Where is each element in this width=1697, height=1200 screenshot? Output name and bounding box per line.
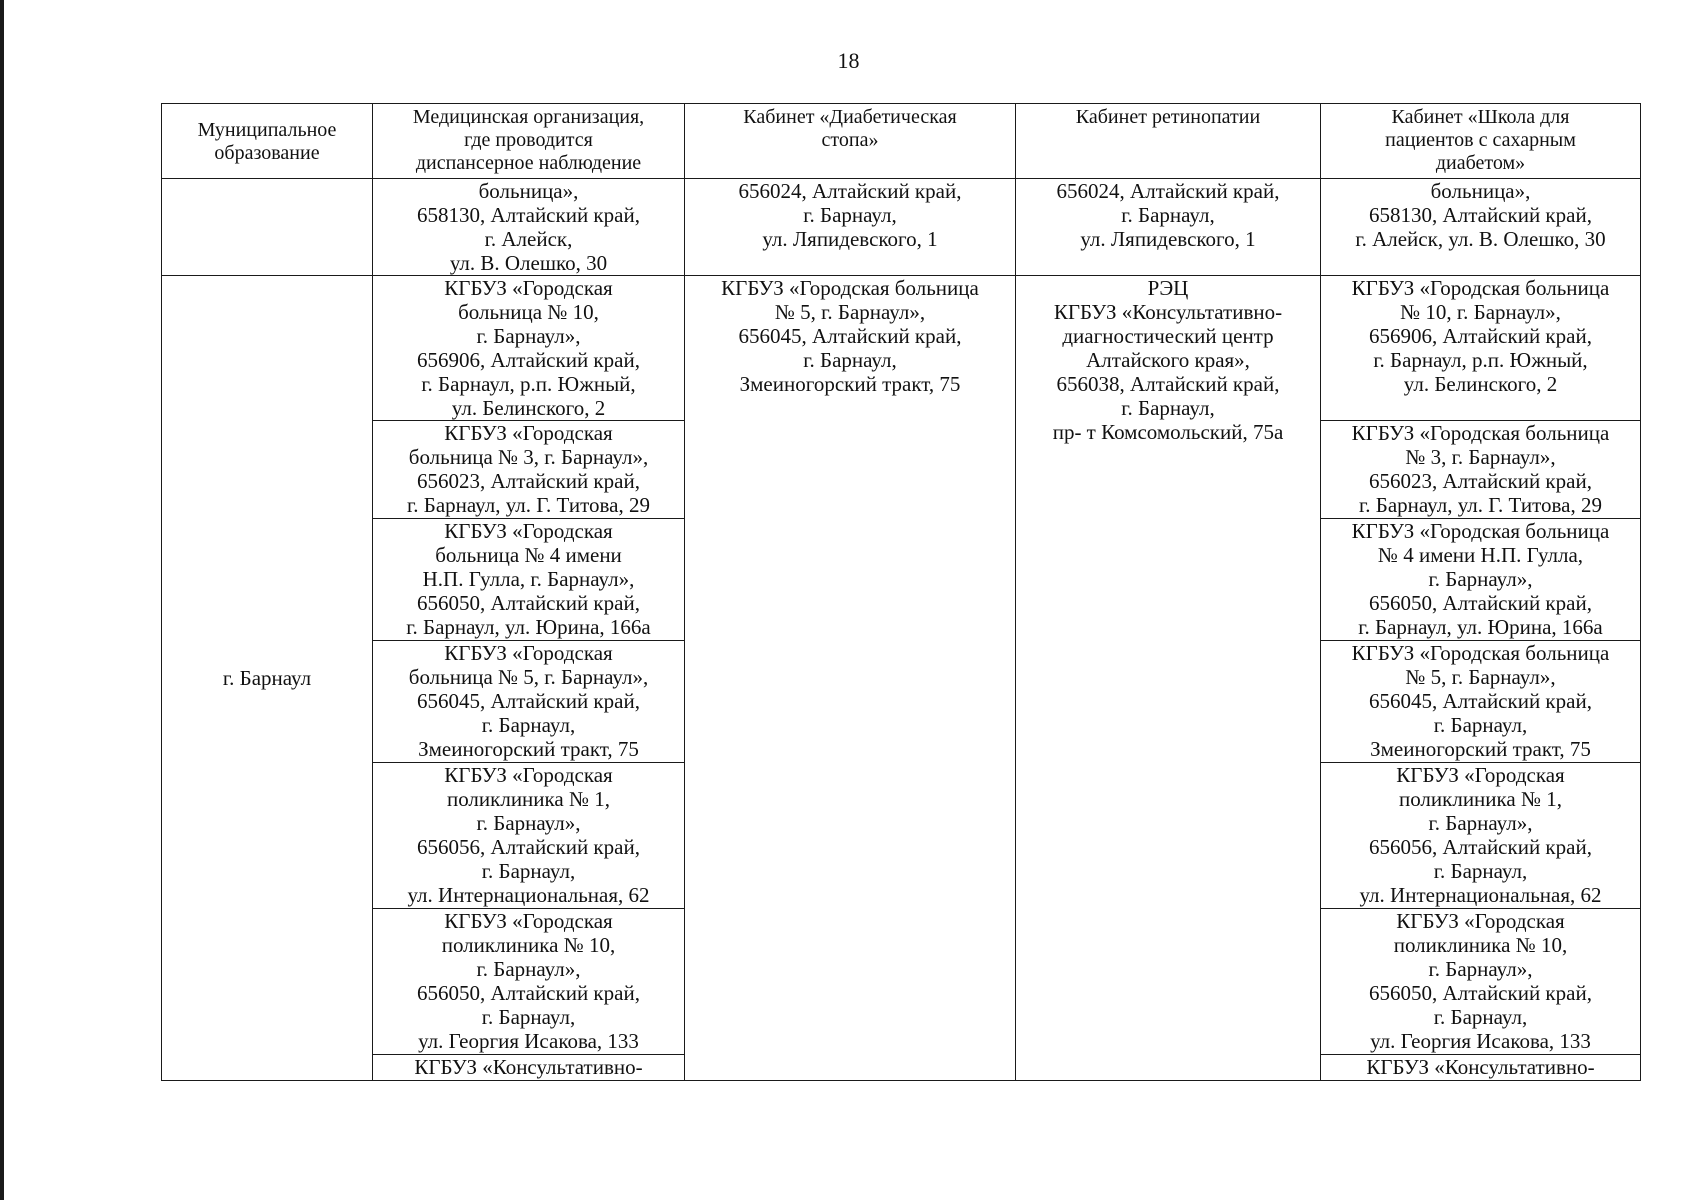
cell-diabetes-school: КГБУЗ «Городская больница № 5, г. Барнаул», 656045, Алтайский край, г. Барнаул, Змеиногорский тракт, 75: [1321, 641, 1641, 763]
cell-organization: КГБУЗ «Городская поликлиника № 1, г. Барнаул», 656056, Алтайский край, г. Барнаул, ул. Интернациональная, 62: [373, 763, 685, 909]
header-diabetes-school: Кабинет «Школа для пациентов с сахарным диабетом»: [1321, 104, 1641, 179]
cell-organization: КГБУЗ «Городская больница № 10, г. Барнаул», 656906, Алтайский край, г. Барнаул, р.п. Южный, ул. Белинского, 2: [373, 276, 685, 421]
cell-organization: КГБУЗ «Городская больница № 5, г. Барнаул», 656045, Алтайский край, г. Барнаул, Змеиногорский тракт, 75: [373, 641, 685, 763]
cell-diabetes-school: больница», 658130, Алтайский край, г. Алейск, ул. В. Олешко, 30: [1321, 179, 1641, 276]
cell-retinopathy: 656024, Алтайский край, г. Барнаул, ул. Ляпидевского, 1: [1016, 179, 1321, 276]
cell-diabetes-school: КГБУЗ «Городская больница № 10, г. Барнаул», 656906, Алтайский край, г. Барнаул, р.п. Южный, ул. Белинского, 2: [1321, 276, 1641, 421]
cell-diabetes-school: КГБУЗ «Консультативно-: [1321, 1055, 1641, 1081]
cell-organization: КГБУЗ «Городская поликлиника № 10, г. Барнаул», 656050, Алтайский край, г. Барнаул, ул. Георгия Исакова, 133: [373, 909, 685, 1055]
table-row: [162, 276, 1641, 421]
cell-municipality: [162, 179, 373, 276]
cell-organization: КГБУЗ «Консультативно-: [373, 1055, 685, 1081]
cell-diabetes-school: КГБУЗ «Городская больница № 4 имени Н.П. Гулла, г. Барнаул», 656050, Алтайский край, г. Барнаул, ул. Юрина, 166а: [1321, 519, 1641, 641]
cell-diabetes-school: КГБУЗ «Городская больница № 3, г. Барнаул», 656023, Алтайский край, г. Барнаул, ул. Г. Титова, 29: [1321, 421, 1641, 519]
cell-diabetes-school: КГБУЗ «Городская поликлиника № 10, г. Барнаул», 656050, Алтайский край, г. Барнаул, ул. Георгия Исакова, 133: [1321, 909, 1641, 1055]
cell-retinopathy-barnaul: РЭЦ КГБУЗ «Консультативно- диагностический центр Алтайского края», 656038, Алтайский край, г. Барнаул, пр- т Комсомольский, 75а: [1016, 276, 1321, 1081]
header-municipality: Муниципальное образование: [162, 104, 373, 179]
cell-municipality-barnaul: г. Барнаул: [162, 276, 373, 1081]
header-diabetic-foot: Кабинет «Диабетическая стопа»: [685, 104, 1016, 179]
table-row-continuation: [162, 179, 1641, 276]
header-row: [162, 104, 1641, 179]
cell-diabetic-foot-barnaul: КГБУЗ «Городская больница № 5, г. Барнаул», 656045, Алтайский край, г. Барнаул, Змеиногорский тракт, 75: [685, 276, 1016, 1081]
cell-organization: КГБУЗ «Городская больница № 3, г. Барнаул», 656023, Алтайский край, г. Барнаул, ул. Г. Титова, 29: [373, 421, 685, 519]
cell-organization: КГБУЗ «Городская больница № 4 имени Н.П. Гулла, г. Барнаул», 656050, Алтайский край, г. Барнаул, ул. Юрина, 166а: [373, 519, 685, 641]
page-number: 18: [837, 48, 860, 73]
scan-edge: [0, 0, 4, 1200]
header-retinopathy: Кабинет ретинопатии: [1016, 104, 1321, 179]
dispensary-table: [161, 103, 1641, 1081]
cell-diabetes-school: КГБУЗ «Городская поликлиника № 1, г. Барнаул», 656056, Алтайский край, г. Барнаул, ул. Интернациональная, 62: [1321, 763, 1641, 909]
cell-diabetic-foot: 656024, Алтайский край, г. Барнаул, ул. Ляпидевского, 1: [685, 179, 1016, 276]
cell-organization: больница», 658130, Алтайский край, г. Алейск, ул. В. Олешко, 30: [373, 179, 685, 276]
header-organization: Медицинская организация, где проводится диспансерное наблюдение: [373, 104, 685, 179]
